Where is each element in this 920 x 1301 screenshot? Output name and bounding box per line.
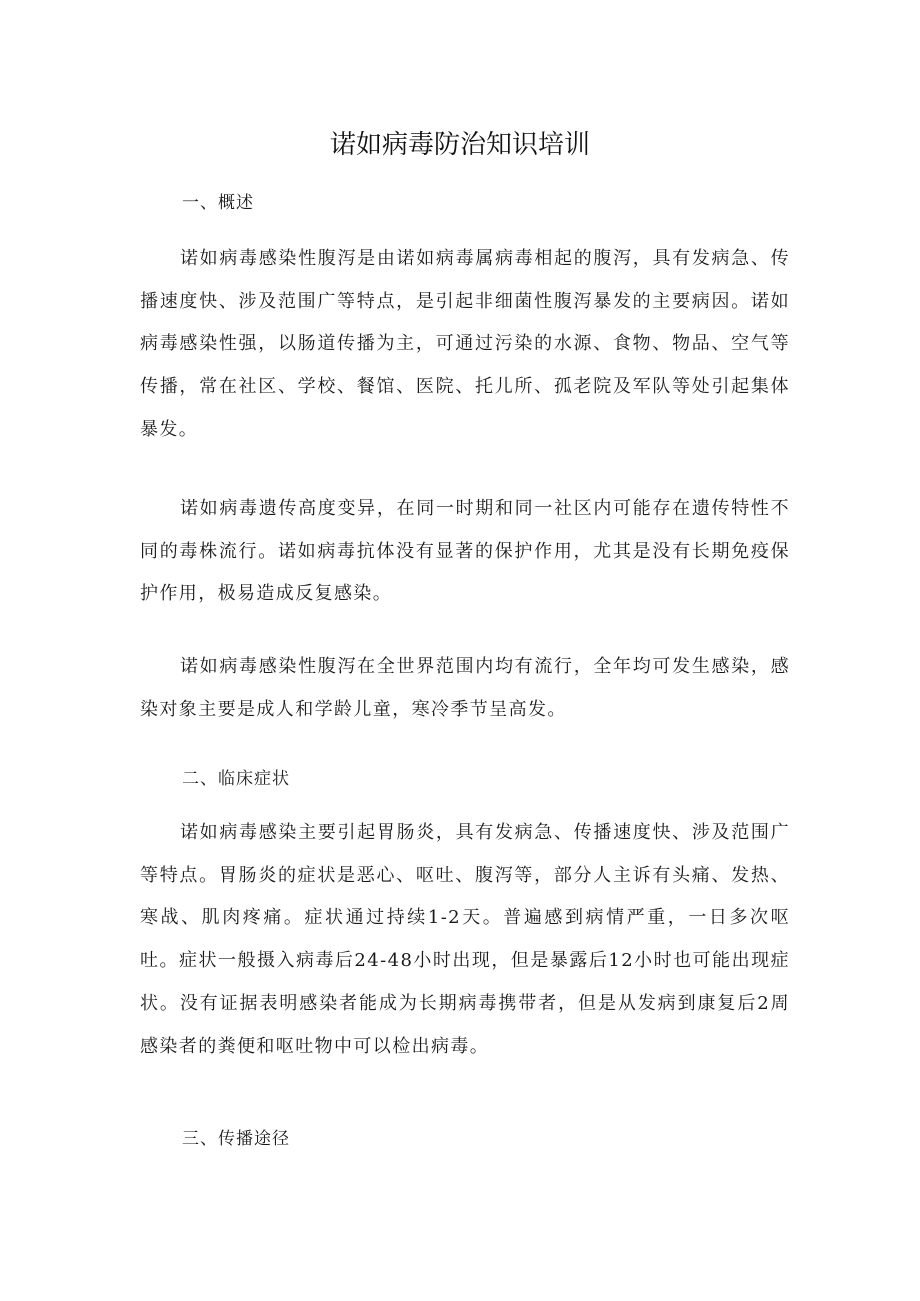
- section-heading-overview: 一、概述: [182, 193, 254, 213]
- section-heading-symptoms: 二、临床症状: [182, 769, 290, 789]
- paragraph-overview-2: 诺如病毒遗传高度变异，在同一时期和同一社区内可能存在遗传特性不同的毒株流行。诺如病毒抗体没有显著的保护作用，尤其是没有长期免疫保护作用，极易造成反复感染。: [140, 498, 790, 605]
- paragraph-overview-1: 诺如病毒感染性腹泻是由诺如病毒属病毒相起的腹泻，具有发病急、传播速度快、涉及范围广等特点，是引起非细菌性腹泻暴发的主要病因。诺如病毒感染性强，以肠道传播为主，可通过污染的水源、食物、物品、空气等传播，常在社区、学校、餐馆、医院、托儿所、孤老院及军队等处引起集体暴发。: [140, 248, 790, 440]
- section-heading-transmission: 三、传播途径: [182, 1129, 290, 1149]
- paragraph-overview-3: 诺如病毒感染性腹泻在全世界范围内均有流行，全年均可发生感染，感染对象主要是成人和学龄儿童，寒冷季节呈高发。: [140, 656, 790, 720]
- paragraph-symptoms-1: 诺如病毒感染主要引起胃肠炎，具有发病急、传播速度快、涉及范围广等特点。胃肠炎的症状是恶心、呕吐、腹泻等，部分人主诉有头痛、发热、寒战、肌肉疼痛。症状通过持续1-2天。普遍感到病情严重，一日多次呕吐。症状一般摄入病毒后24-48小时出现，但是暴露后12小时也可能出现症状。没有证据表明感染者能成为长期病毒携带者，但是从发病到康复后2周感染者的粪便和呕吐物中可以检出病毒。: [140, 822, 790, 1057]
- document-title: 诺如病毒防治知识培训: [329, 130, 590, 160]
